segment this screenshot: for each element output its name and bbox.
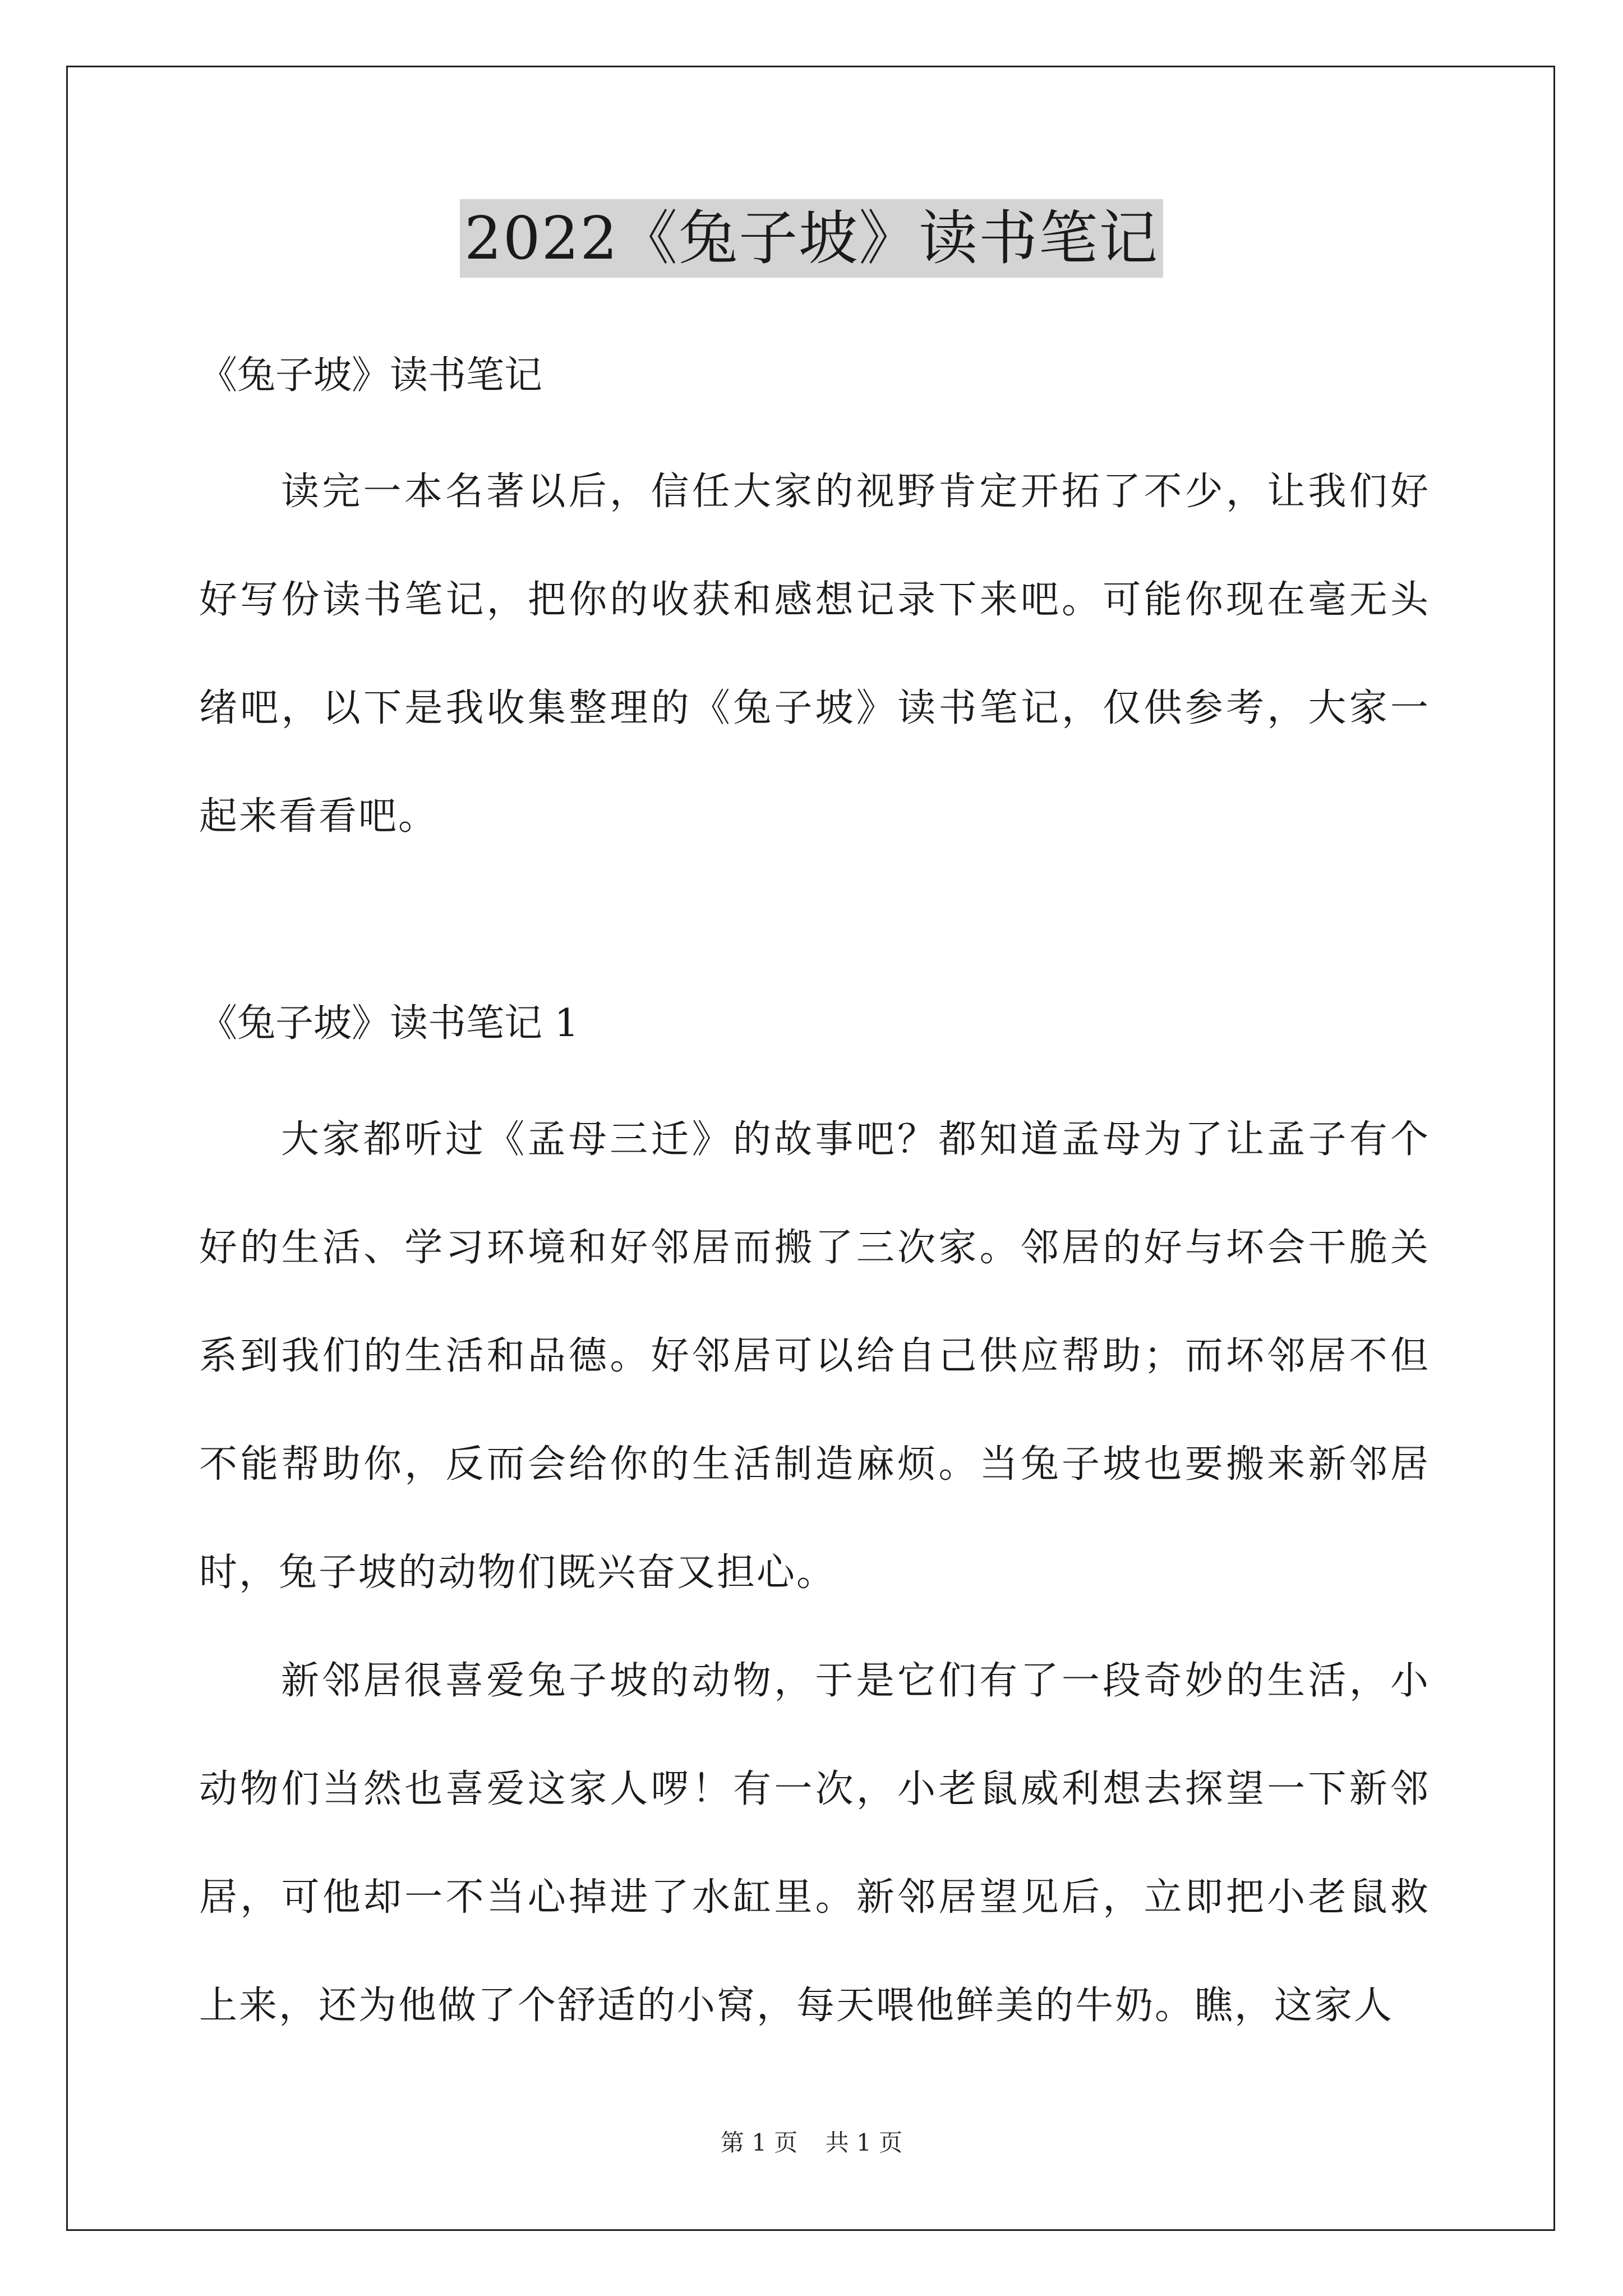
page-footer (0, 2126, 1623, 2160)
page-number-total: 共 1 页 (825, 2129, 903, 2156)
section1-paragraph-2: 新邻居很喜爱兔子坡的动物，于是它们有了一段奇妙的生活，小动物们当然也喜爱这家人啰！有一次，小老鼠威利想去探望一下新邻居，可他却一不当心掉进了水缸里。新邻居望见后，立即把小老鼠救上来，还为他做了个舒适的小窝，每天喂他鲜美的牛奶。瞧，这家人 (199, 1659, 1430, 2028)
document-title: 2022《兔子坡》读书笔记 (460, 199, 1163, 278)
page-number-current: 第 1 页 (720, 2129, 798, 2156)
section1-paragraph-1: 大家都听过《孟母三迁》的故事吧？都知道孟母为了让孟子有个好的生活、学习环境和好邻居而搬了三次家。邻居的好与坏会干脆关系到我们的生活和品德。好邻居可以给自己供应帮助；而坏邻居不但不能帮助你，反而会给你的生活制造麻烦。当兔子坡也要搬来新邻居时，兔子坡的动物们既兴奋又担心。 (199, 1117, 1430, 1595)
intro-paragraph: 读完一本名著以后，信任大家的视野肯定开拓了不少，让我们好好写份读书笔记，把你的收获和感想记录下来吧。可能你现在毫无头绪吧，以下是我收集整理的《兔子坡》读书笔记，仅供参考，大家一起来看看吧。 (199, 470, 1430, 839)
document-subtitle: 《兔子坡》读书笔记 (199, 353, 543, 398)
section-heading-1: 《兔子坡》读书笔记 1 (199, 1001, 579, 1046)
title-container (0, 199, 1623, 278)
